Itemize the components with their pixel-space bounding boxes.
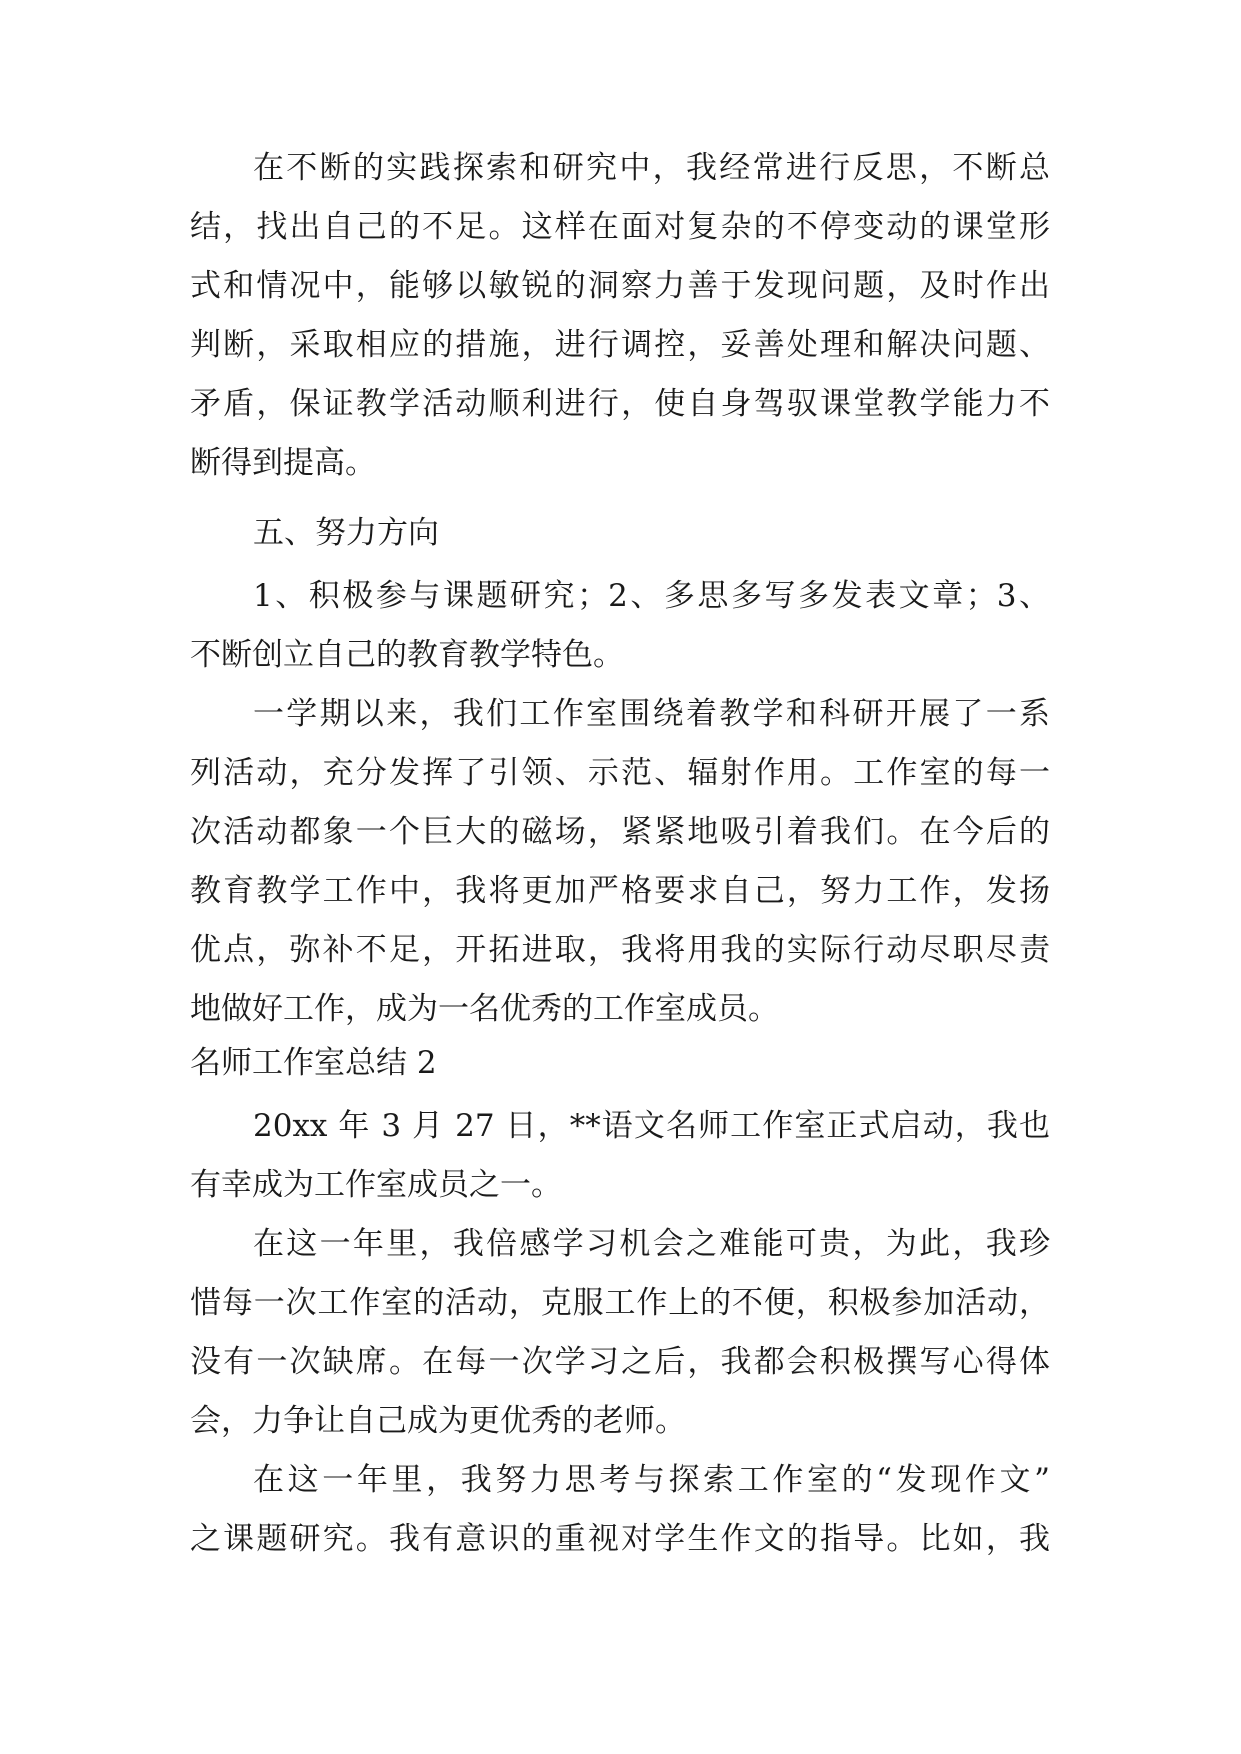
paragraph-line: 一学期以来，我们工作室围绕着教学和科研开展了一系	[253, 696, 1050, 732]
paragraph-line: 有幸成为工作室成员之一。	[190, 1167, 562, 1203]
paragraph-line: 地做好工作，成为一名优秀的工作室成员。	[190, 991, 779, 1027]
paragraph-line: 没有一次缺席。在每一次学习之后，我都会积极撰写心得体	[190, 1344, 1050, 1380]
paragraph-line: 教育教学工作中，我将更加严格要求自己，努力工作，发扬	[190, 873, 1050, 909]
paragraph-line: 在不断的实践探索和研究中，我经常进行反思，不断总	[253, 150, 1050, 186]
paragraph-line: 判断，采取相应的措施，进行调控，妥善处理和解决问题、	[190, 327, 1050, 363]
paragraph-line: 优点，弥补不足，开拓进取，我将用我的实际行动尽职尽责	[190, 932, 1050, 968]
paragraph-line: 20xx 年 3 月 27 日，**语文名师工作室正式启动，我也	[253, 1108, 1050, 1144]
paragraph-line: 断得到提高。	[190, 445, 376, 481]
section-title: 名师工作室总结 2	[190, 1045, 437, 1081]
paragraph-line: 会，力争让自己成为更优秀的老师。	[190, 1403, 686, 1439]
paragraph-line: 列活动，充分发挥了引领、示范、辐射作用。工作室的每一	[190, 755, 1050, 791]
paragraph-line: 次活动都象一个巨大的磁场，紧紧地吸引着我们。在今后的	[190, 814, 1050, 850]
paragraph-line: 1、积极参与课题研究；2、多思多写多发表文章；3、	[253, 578, 1050, 614]
paragraph-line: 之课题研究。我有意识的重视对学生作文的指导。比如，我	[190, 1521, 1050, 1557]
paragraph-line: 结，找出自己的不足。这样在面对复杂的不停变动的课堂形	[190, 209, 1050, 245]
paragraph-line: 惜每一次工作室的活动，克服工作上的不便，积极参加活动，	[190, 1285, 1050, 1321]
paragraph-line: 不断创立自己的教育教学特色。	[190, 637, 624, 673]
paragraph-line: 在这一年里，我努力思考与探索工作室的“发现作文”	[253, 1462, 1050, 1498]
section-heading: 五、努力方向	[253, 515, 439, 551]
paragraph-line: 在这一年里，我倍感学习机会之难能可贵，为此，我珍	[253, 1226, 1050, 1262]
paragraph-line: 矛盾，保证教学活动顺利进行，使自身驾驭课堂教学能力不	[190, 386, 1050, 422]
paragraph-line: 式和情况中，能够以敏锐的洞察力善于发现问题，及时作出	[190, 268, 1050, 304]
